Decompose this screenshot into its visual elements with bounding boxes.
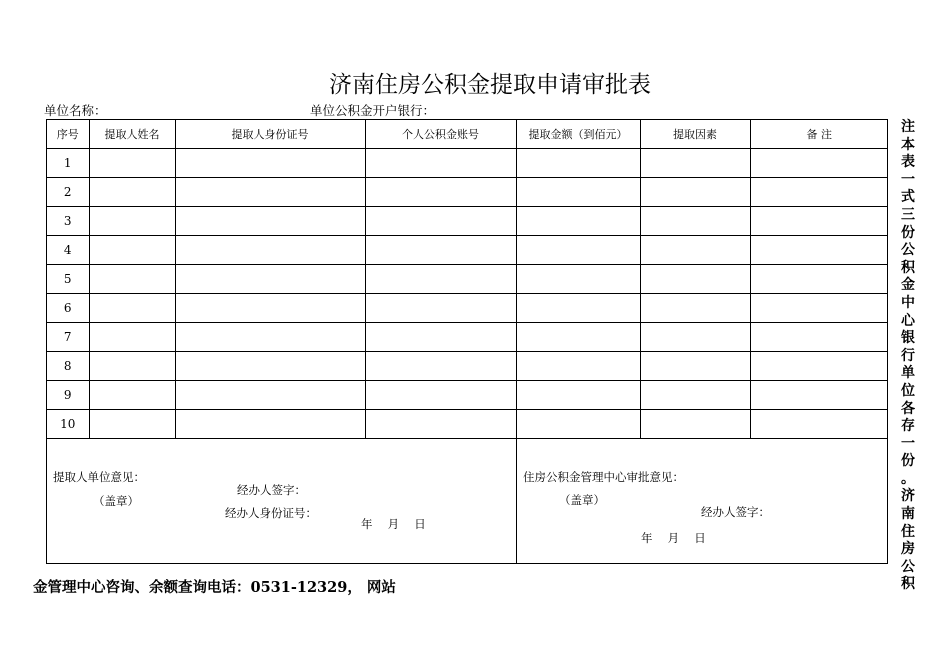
approval-section (47, 437, 887, 563)
approval-divider (516, 437, 517, 563)
table-row (47, 381, 888, 410)
cell-account[interactable] (365, 265, 516, 294)
table-row (47, 323, 888, 352)
row-index: 2 (47, 178, 89, 207)
row-index: 5 (47, 265, 89, 294)
cell-reason[interactable] (640, 265, 750, 294)
cell-reason[interactable] (640, 352, 750, 381)
unit-seal-label: （盖章） (93, 494, 139, 508)
cell-id-number[interactable] (175, 381, 365, 410)
page-title: 济南住房公积金提取申请审批表 (329, 72, 651, 98)
cell-id-number[interactable] (175, 323, 365, 352)
row-index: 6 (47, 294, 89, 323)
cell-id-number[interactable] (175, 294, 365, 323)
cell-remarks[interactable] (750, 352, 888, 381)
row-index: 4 (47, 236, 89, 265)
cell-remarks[interactable] (750, 178, 888, 207)
row-index: 1 (47, 149, 89, 178)
center-seal-label: （盖章） (559, 493, 605, 507)
cell-remarks[interactable] (750, 236, 888, 265)
cell-remarks[interactable] (750, 207, 888, 236)
cell-reason[interactable] (640, 294, 750, 323)
table-row (47, 352, 888, 381)
unit-handler-id-label: 经办人身份证号： (225, 506, 317, 520)
table-row (47, 178, 888, 207)
table-row (47, 236, 888, 265)
withdrawal-table (47, 120, 888, 439)
col-header-id-number: 提取人身份证号 (175, 120, 365, 149)
cell-account[interactable] (365, 236, 516, 265)
cell-account[interactable] (365, 410, 516, 439)
side-note: 注 本 表 一 式 三 份 公 积 金 中 心 银 行 单 位 各 存 一 份 。 济 南 住 房 公 积 (901, 119, 915, 593)
cell-reason[interactable] (640, 410, 750, 439)
cell-name[interactable] (89, 410, 175, 439)
cell-name[interactable] (89, 381, 175, 410)
cell-id-number[interactable] (175, 207, 365, 236)
cell-name[interactable] (89, 207, 175, 236)
table-row (47, 294, 888, 323)
cell-amount[interactable] (516, 236, 640, 265)
col-header-name: 提取人姓名 (89, 120, 175, 149)
cell-name[interactable] (89, 352, 175, 381)
cell-reason[interactable] (640, 178, 750, 207)
cell-remarks[interactable] (750, 323, 888, 352)
row-index: 8 (47, 352, 89, 381)
cell-reason[interactable] (640, 207, 750, 236)
cell-remarks[interactable] (750, 294, 888, 323)
col-header-remarks: 备 注 (750, 120, 888, 149)
row-index: 9 (47, 381, 89, 410)
cell-account[interactable] (365, 207, 516, 236)
cell-name[interactable] (89, 294, 175, 323)
application-form-grid (46, 119, 888, 564)
cell-amount[interactable] (516, 265, 640, 294)
cell-amount[interactable] (516, 149, 640, 178)
cell-account[interactable] (365, 149, 516, 178)
cell-amount[interactable] (516, 323, 640, 352)
center-handler-sign-label: 经办人签字： (701, 505, 770, 519)
cell-reason[interactable] (640, 236, 750, 265)
footer-note: 金管理中心咨询、余额查询电话：0531-12329， 网站 (33, 579, 396, 596)
cell-name[interactable] (89, 323, 175, 352)
cell-name[interactable] (89, 236, 175, 265)
row-index: 10 (47, 410, 89, 439)
cell-remarks[interactable] (750, 265, 888, 294)
cell-account[interactable] (365, 352, 516, 381)
center-date-label: 年 月 日 (641, 531, 706, 545)
cell-amount[interactable] (516, 381, 640, 410)
cell-remarks[interactable] (750, 149, 888, 178)
col-header-amount: 提取金额（到佰元） (516, 120, 640, 149)
cell-name[interactable] (89, 149, 175, 178)
unit-name-label: 单位名称： (44, 103, 107, 118)
cell-amount[interactable] (516, 178, 640, 207)
cell-remarks[interactable] (750, 410, 888, 439)
unit-handler-sign-label: 经办人签字： (237, 483, 306, 497)
row-index: 7 (47, 323, 89, 352)
col-header-index: 序号 (47, 120, 89, 149)
cell-id-number[interactable] (175, 410, 365, 439)
unit-opinion-label: 提取人单位意见： (53, 470, 145, 484)
cell-name[interactable] (89, 265, 175, 294)
cell-reason[interactable] (640, 323, 750, 352)
table-row (47, 265, 888, 294)
cell-id-number[interactable] (175, 265, 365, 294)
col-header-account: 个人公积金账号 (365, 120, 516, 149)
table-row (47, 149, 888, 178)
cell-name[interactable] (89, 178, 175, 207)
cell-id-number[interactable] (175, 149, 365, 178)
cell-reason[interactable] (640, 149, 750, 178)
col-header-reason: 提取因素 (640, 120, 750, 149)
cell-amount[interactable] (516, 352, 640, 381)
cell-account[interactable] (365, 178, 516, 207)
table-row (47, 410, 888, 439)
cell-remarks[interactable] (750, 381, 888, 410)
center-opinion-label: 住房公积金管理中心审批意见： (523, 470, 684, 484)
cell-id-number[interactable] (175, 352, 365, 381)
unit-bank-label: 单位公积金开户银行： (310, 103, 436, 118)
cell-id-number[interactable] (175, 178, 365, 207)
cell-id-number[interactable] (175, 236, 365, 265)
cell-account[interactable] (365, 323, 516, 352)
cell-amount[interactable] (516, 207, 640, 236)
cell-account[interactable] (365, 381, 516, 410)
cell-reason[interactable] (640, 381, 750, 410)
row-index: 3 (47, 207, 89, 236)
table-header-row (47, 120, 888, 149)
table-row (47, 207, 888, 236)
cell-amount[interactable] (516, 410, 640, 439)
cell-amount[interactable] (516, 294, 640, 323)
unit-date-label: 年 月 日 (361, 517, 426, 531)
cell-account[interactable] (365, 294, 516, 323)
